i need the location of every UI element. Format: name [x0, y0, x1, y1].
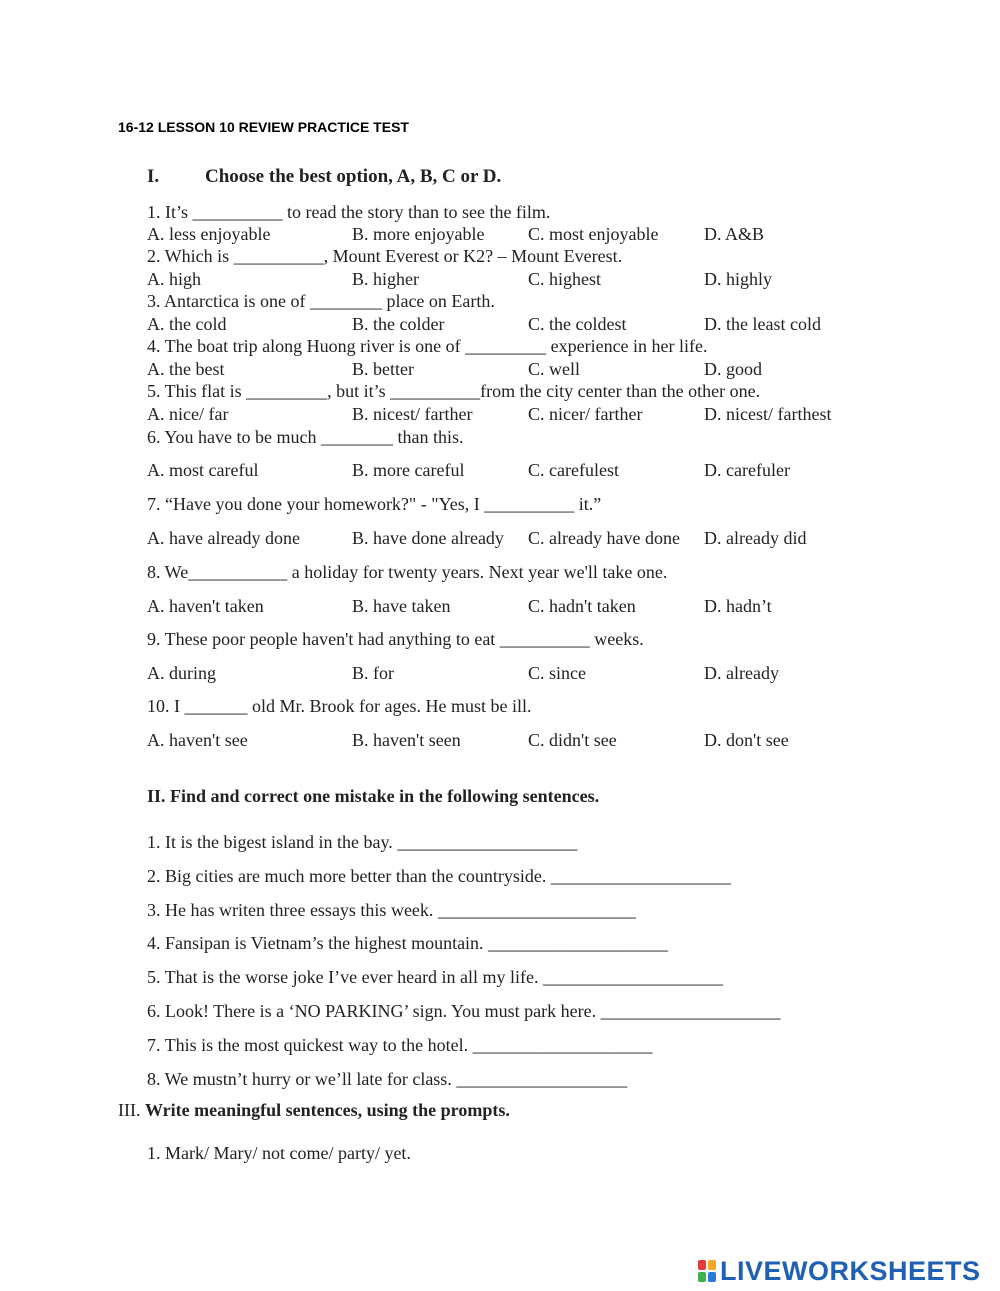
answer-option[interactable]: A. haven't taken	[147, 596, 264, 616]
section-3-numeral: III.	[118, 1100, 141, 1120]
question-text: 7. “Have you done your homework?" - "Yes, I __________ it.”	[147, 494, 602, 514]
answer-option[interactable]: B. higher	[352, 269, 419, 289]
question-text: 3. Antarctica is one of ________ place on Earth.	[147, 291, 495, 311]
answer-option[interactable]: D. already	[704, 663, 779, 683]
answer-option[interactable]: A. the cold	[147, 314, 227, 334]
section-3-instructions: Write meaningful sentences, using the prompts.	[144, 1100, 510, 1120]
answer-option[interactable]: A. most careful	[147, 460, 259, 480]
logo-text: LIVEWORKSHEETS	[720, 1255, 981, 1286]
sentence-prompt: 1. Mark/ Mary/ not come/ party/ yet.	[147, 1143, 411, 1163]
answer-option[interactable]: B. more enjoyable	[352, 224, 485, 244]
question-text: 5. This flat is _________, but it’s __________from the city center than the other one.	[147, 381, 761, 401]
mistake-sentence: 5. That is the worse joke I’ve ever heard in all my life. ____________________	[147, 967, 724, 987]
answer-option[interactable]: D. the least cold	[704, 314, 821, 334]
logo-square	[698, 1260, 706, 1270]
section-3-title	[118, 1100, 510, 1121]
question-text: 8. We___________ a holiday for twenty years. Next year we'll take one.	[147, 562, 668, 582]
mistake-sentence: 1. It is the bigest island in the bay. ____________________	[147, 832, 578, 852]
answer-option[interactable]: A. nice/ far	[147, 404, 229, 424]
question-text: 9. These poor people haven't had anything to eat __________ weeks.	[147, 629, 644, 649]
section-1-title	[147, 166, 501, 188]
answer-option[interactable]: C. didn't see	[528, 730, 617, 750]
answer-option[interactable]: A. haven't see	[147, 730, 248, 750]
answer-option[interactable]: C. highest	[528, 269, 602, 289]
answer-option[interactable]: C. already have done	[528, 528, 680, 548]
section-2-title: II. Find and correct one mistake in the following sentences.	[147, 786, 600, 806]
page-title: 16-12 LESSON 10 REVIEW PRACTICE TEST	[118, 119, 409, 135]
mistake-sentence: 8. We mustn’t hurry or we’ll late for class. ___________________	[147, 1069, 628, 1089]
question-text: 2. Which is __________, Mount Everest or K2? – Mount Everest.	[147, 246, 623, 266]
answer-option[interactable]: D. already did	[704, 528, 807, 548]
mistake-sentence: 3. He has writen three essays this week. ______________________	[147, 900, 636, 920]
question-text: 6. You have to be much ________ than this.	[147, 427, 464, 447]
answer-option[interactable]: A. high	[147, 269, 201, 289]
answer-option[interactable]: C. carefulest	[528, 460, 619, 480]
answer-option[interactable]: C. nicer/ farther	[528, 404, 643, 424]
answer-option[interactable]: A. less enjoyable	[147, 224, 271, 244]
answer-option[interactable]: D. nicest/ farthest	[704, 404, 832, 424]
question-text: 4. The boat trip along Huong river is one of _________ experience in her life.	[147, 336, 708, 356]
answer-option[interactable]: C. the coldest	[528, 314, 627, 334]
question-text: 10. I _______ old Mr. Brook for ages. He must be ill.	[147, 696, 532, 716]
question-text: 1. It’s __________ to read the story than to see the film.	[147, 202, 551, 222]
answer-option[interactable]: C. hadn't taken	[528, 596, 636, 616]
answer-option[interactable]: B. nicest/ farther	[352, 404, 473, 424]
logo-square	[708, 1272, 716, 1282]
answer-option[interactable]: D. highly	[704, 269, 773, 289]
answer-option[interactable]: B. more careful	[352, 460, 465, 480]
answer-option[interactable]: B. better	[352, 359, 414, 379]
answer-option[interactable]: C. since	[528, 663, 586, 683]
liveworksheets-logo	[697, 1255, 981, 1287]
answer-option[interactable]: B. have taken	[352, 596, 451, 616]
answer-option[interactable]: A. during	[147, 663, 216, 683]
answer-option[interactable]: C. well	[528, 359, 580, 379]
answer-option[interactable]: B. the colder	[352, 314, 445, 334]
mistake-sentence: 2. Big cities are much more better than the countryside. ____________________	[147, 866, 731, 886]
answer-option[interactable]: D. A&B	[704, 224, 765, 244]
section-1-numeral: I.	[147, 166, 160, 187]
section-1-instructions: Choose the best option, A, B, C or D.	[205, 166, 502, 187]
mistake-sentence: 6. Look! There is a ‘NO PARKING’ sign. You must park here. ____________________	[147, 1001, 781, 1021]
answer-option[interactable]: B. have done already	[352, 528, 504, 548]
logo-icon	[697, 1259, 717, 1283]
answer-option[interactable]: A. have already done	[147, 528, 300, 548]
answer-option[interactable]: B. for	[352, 663, 394, 683]
answer-option[interactable]: D. good	[704, 359, 762, 379]
logo-square	[698, 1272, 706, 1282]
answer-option[interactable]: B. haven't seen	[352, 730, 461, 750]
answer-option[interactable]: D. hadn’t	[704, 596, 772, 616]
logo-square	[708, 1260, 716, 1270]
mistake-sentence: 4. Fansipan is Vietnam’s the highest mountain. ____________________	[147, 933, 669, 953]
answer-option[interactable]: D. carefuler	[704, 460, 790, 480]
answer-option[interactable]: C. most enjoyable	[528, 224, 659, 244]
mistake-sentence: 7. This is the most quickest way to the hotel. ____________________	[147, 1035, 653, 1055]
answer-option[interactable]: A. the best	[147, 359, 225, 379]
answer-option[interactable]: D. don't see	[704, 730, 789, 750]
